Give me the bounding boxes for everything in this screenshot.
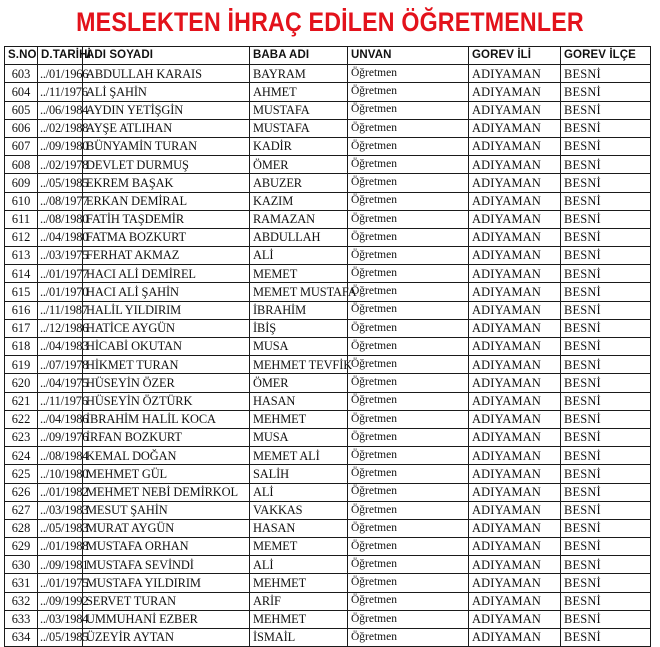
cell-unvan: Öğretmen: [348, 210, 469, 228]
cell-father: MEMET ALİ: [250, 447, 348, 465]
cell-father: İBRAHİM: [250, 301, 348, 319]
cell-sno: 609: [5, 174, 38, 192]
cell-il: ADIYAMAN: [469, 428, 561, 446]
cell-il: ADIYAMAN: [469, 283, 561, 301]
cell-sno: 610: [5, 192, 38, 210]
table-body: [5, 65, 651, 647]
cell-sno: 634: [5, 629, 38, 647]
cell-sno: 625: [5, 465, 38, 483]
cell-sno: 632: [5, 592, 38, 610]
cell-ilce: BESNİ: [561, 301, 651, 319]
cell-name: HİKMET TURAN: [83, 356, 250, 374]
cell-date: ../05/1985: [38, 174, 83, 192]
cell-father: BAYRAM: [250, 65, 348, 83]
cell-sno: 604: [5, 83, 38, 101]
cell-name: HÜSEYİN ÖZTÜRK: [83, 392, 250, 410]
table-row: [5, 392, 651, 410]
cell-il: ADIYAMAN: [469, 301, 561, 319]
cell-unvan: Öğretmen: [348, 247, 469, 265]
table-row: [5, 137, 651, 155]
table-row: [5, 83, 651, 101]
col-header-sno: S.NO: [5, 47, 38, 65]
cell-name: HATİCE AYGÜN: [83, 319, 250, 337]
cell-ilce: BESNİ: [561, 156, 651, 174]
cell-il: ADIYAMAN: [469, 137, 561, 155]
cell-name: MESUT ŞAHİN: [83, 501, 250, 519]
cell-il: ADIYAMAN: [469, 610, 561, 628]
cell-name: SERVET TURAN: [83, 592, 250, 610]
cell-name: MEHMET GÜL: [83, 465, 250, 483]
cell-ilce: BESNİ: [561, 501, 651, 519]
cell-ilce: BESNİ: [561, 574, 651, 592]
table-row: [5, 301, 651, 319]
cell-unvan: Öğretmen: [348, 447, 469, 465]
cell-date: ../05/1983: [38, 519, 83, 537]
cell-ilce: BESNİ: [561, 519, 651, 537]
cell-name: HACI ALİ DEMİREL: [83, 265, 250, 283]
cell-il: ADIYAMAN: [469, 519, 561, 537]
cell-ilce: BESNİ: [561, 192, 651, 210]
cell-unvan: Öğretmen: [348, 465, 469, 483]
cell-name: AYŞE ATLIHAN: [83, 119, 250, 137]
table-row: [5, 447, 651, 465]
cell-father: ABDULLAH: [250, 228, 348, 246]
cell-unvan: Öğretmen: [348, 228, 469, 246]
cell-date: ../04/1975: [38, 374, 83, 392]
cell-father: MEHMET: [250, 610, 348, 628]
table-row: [5, 228, 651, 246]
cell-unvan: Öğretmen: [348, 356, 469, 374]
cell-date: ../04/1980: [38, 228, 83, 246]
cell-ilce: BESNİ: [561, 247, 651, 265]
cell-father: MEMET: [250, 538, 348, 556]
table-row: [5, 101, 651, 119]
cell-il: ADIYAMAN: [469, 338, 561, 356]
cell-sno: 633: [5, 610, 38, 628]
cell-unvan: Öğretmen: [348, 556, 469, 574]
cell-date: ../02/1978: [38, 156, 83, 174]
cell-ilce: BESNİ: [561, 629, 651, 647]
cell-il: ADIYAMAN: [469, 210, 561, 228]
cell-sno: 620: [5, 374, 38, 392]
cell-sno: 618: [5, 338, 38, 356]
table-row: [5, 501, 651, 519]
cell-unvan: Öğretmen: [348, 137, 469, 155]
cell-il: ADIYAMAN: [469, 629, 561, 647]
cell-father: ÖMER: [250, 374, 348, 392]
cell-unvan: Öğretmen: [348, 283, 469, 301]
cell-date: ../11/1976: [38, 83, 83, 101]
cell-unvan: Öğretmen: [348, 574, 469, 592]
cell-ilce: BESNİ: [561, 592, 651, 610]
cell-date: ../08/1980: [38, 210, 83, 228]
cell-il: ADIYAMAN: [469, 247, 561, 265]
cell-father: ABUZER: [250, 174, 348, 192]
cell-il: ADIYAMAN: [469, 174, 561, 192]
table-row: [5, 428, 651, 446]
cell-date: ../08/1984: [38, 447, 83, 465]
table-row: [5, 174, 651, 192]
cell-father: İSMAİL: [250, 629, 348, 647]
cell-name: HACI ALİ ŞAHİN: [83, 283, 250, 301]
cell-sno: 614: [5, 265, 38, 283]
cell-date: ../08/1977: [38, 192, 83, 210]
cell-sno: 626: [5, 483, 38, 501]
table-row: [5, 610, 651, 628]
cell-name: AYDIN YETİŞGİN: [83, 101, 250, 119]
cell-date: ../11/1976: [38, 392, 83, 410]
cell-sno: 607: [5, 137, 38, 155]
cell-date: ../02/1988: [38, 119, 83, 137]
table-row: [5, 210, 651, 228]
cell-il: ADIYAMAN: [469, 265, 561, 283]
cell-unvan: Öğretmen: [348, 629, 469, 647]
col-header-father: BABA ADI: [250, 47, 348, 65]
cell-il: ADIYAMAN: [469, 538, 561, 556]
cell-il: ADIYAMAN: [469, 156, 561, 174]
cell-name: ABDULLAH KARAIS: [83, 65, 250, 83]
cell-unvan: Öğretmen: [348, 65, 469, 83]
table-row: [5, 556, 651, 574]
table-row: [5, 319, 651, 337]
cell-father: MEHMET: [250, 574, 348, 592]
table-row: [5, 283, 651, 301]
cell-name: HİCABİ OKUTAN: [83, 338, 250, 356]
cell-name: MEHMET NEBİ DEMİRKOL: [83, 483, 250, 501]
cell-date: ../03/1983: [38, 501, 83, 519]
cell-date: ../01/1982: [38, 483, 83, 501]
col-header-unvan: UNVAN: [348, 47, 469, 65]
cell-date: ../03/1984: [38, 610, 83, 628]
cell-il: ADIYAMAN: [469, 592, 561, 610]
cell-father: ARİF: [250, 592, 348, 610]
cell-name: MUSTAFA SEVİNDİ: [83, 556, 250, 574]
cell-ilce: BESNİ: [561, 210, 651, 228]
cell-date: ../10/1980: [38, 465, 83, 483]
cell-il: ADIYAMAN: [469, 410, 561, 428]
table-row: [5, 156, 651, 174]
cell-date: ../11/1987: [38, 301, 83, 319]
cell-name: HÜSEYİN ÖZER: [83, 374, 250, 392]
cell-father: MUSTAFA: [250, 119, 348, 137]
cell-ilce: BESNİ: [561, 483, 651, 501]
cell-name: ERKAN DEMİRAL: [83, 192, 250, 210]
cell-date: ../09/1992: [38, 592, 83, 610]
document-sheet: [0, 46, 660, 645]
cell-father: RAMAZAN: [250, 210, 348, 228]
cell-ilce: BESNİ: [561, 447, 651, 465]
cell-sno: 611: [5, 210, 38, 228]
cell-il: ADIYAMAN: [469, 228, 561, 246]
cell-unvan: Öğretmen: [348, 538, 469, 556]
cell-il: ADIYAMAN: [469, 374, 561, 392]
cell-father: ALİ: [250, 247, 348, 265]
cell-date: ../01/1975: [38, 574, 83, 592]
cell-sno: 631: [5, 574, 38, 592]
cell-unvan: Öğretmen: [348, 174, 469, 192]
cell-unvan: Öğretmen: [348, 519, 469, 537]
cell-ilce: BESNİ: [561, 428, 651, 446]
page-title: MESLEKTEN İHRAÇ EDİLEN ÖĞRETMENLER: [76, 6, 584, 37]
cell-unvan: Öğretmen: [348, 501, 469, 519]
cell-ilce: BESNİ: [561, 392, 651, 410]
col-header-ilce: GOREV İLÇE: [561, 47, 651, 65]
cell-father: VAKKAS: [250, 501, 348, 519]
table-row: [5, 119, 651, 137]
cell-il: ADIYAMAN: [469, 483, 561, 501]
cell-ilce: BESNİ: [561, 265, 651, 283]
cell-name: FATİH TAŞDEMİR: [83, 210, 250, 228]
cell-sno: 624: [5, 447, 38, 465]
cell-il: ADIYAMAN: [469, 574, 561, 592]
table-row: [5, 574, 651, 592]
cell-name: EKREM BAŞAK: [83, 174, 250, 192]
cell-name: UMMUHANİ EZBER: [83, 610, 250, 628]
cell-name: FATMA BOZKURT: [83, 228, 250, 246]
cell-ilce: BESNİ: [561, 410, 651, 428]
cell-father: HASAN: [250, 519, 348, 537]
cell-sno: 617: [5, 319, 38, 337]
cell-il: ADIYAMAN: [469, 356, 561, 374]
cell-date: ../09/1981: [38, 556, 83, 574]
cell-date: ../06/1984: [38, 101, 83, 119]
cell-ilce: BESNİ: [561, 556, 651, 574]
cell-father: KAZIM: [250, 192, 348, 210]
cell-sno: 627: [5, 501, 38, 519]
cell-sno: 612: [5, 228, 38, 246]
cell-father: MEHMET TEVFİK: [250, 356, 348, 374]
cell-unvan: Öğretmen: [348, 319, 469, 337]
cell-unvan: Öğretmen: [348, 338, 469, 356]
cell-il: ADIYAMAN: [469, 447, 561, 465]
cell-name: BÜNYAMİN TURAN: [83, 137, 250, 155]
cell-il: ADIYAMAN: [469, 83, 561, 101]
table-row: [5, 465, 651, 483]
cell-ilce: BESNİ: [561, 610, 651, 628]
cell-il: ADIYAMAN: [469, 192, 561, 210]
table-row: [5, 592, 651, 610]
cell-sno: 629: [5, 538, 38, 556]
cell-ilce: BESNİ: [561, 83, 651, 101]
cell-father: ÖMER: [250, 156, 348, 174]
cell-name: ALİ ŞAHİN: [83, 83, 250, 101]
cell-ilce: BESNİ: [561, 228, 651, 246]
cell-name: FERHAT AKMAZ: [83, 247, 250, 265]
cell-il: ADIYAMAN: [469, 119, 561, 137]
cell-ilce: BESNİ: [561, 374, 651, 392]
cell-unvan: Öğretmen: [348, 392, 469, 410]
cell-unvan: Öğretmen: [348, 428, 469, 446]
cell-ilce: BESNİ: [561, 356, 651, 374]
cell-father: KADİR: [250, 137, 348, 155]
col-header-date: D.TARİHİ: [38, 47, 83, 65]
cell-date: ../01/1988: [38, 538, 83, 556]
table-row: [5, 247, 651, 265]
cell-ilce: BESNİ: [561, 465, 651, 483]
cell-unvan: Öğretmen: [348, 119, 469, 137]
cell-date: ../04/1983: [38, 338, 83, 356]
cell-unvan: Öğretmen: [348, 83, 469, 101]
cell-sno: 619: [5, 356, 38, 374]
cell-date: ../01/1977: [38, 265, 83, 283]
cell-ilce: BESNİ: [561, 137, 651, 155]
table-row: [5, 410, 651, 428]
table-row: [5, 374, 651, 392]
cell-sno: 613: [5, 247, 38, 265]
cell-father: MUSA: [250, 428, 348, 446]
cell-name: MUSTAFA ORHAN: [83, 538, 250, 556]
col-header-il: GOREV İLİ: [469, 47, 561, 65]
cell-name: MURAT AYGÜN: [83, 519, 250, 537]
cell-unvan: Öğretmen: [348, 101, 469, 119]
cell-il: ADIYAMAN: [469, 65, 561, 83]
cell-father: HASAN: [250, 392, 348, 410]
table-row: [5, 356, 651, 374]
cell-unvan: Öğretmen: [348, 592, 469, 610]
cell-father: AHMET: [250, 83, 348, 101]
cell-ilce: BESNİ: [561, 101, 651, 119]
cell-father: ALİ: [250, 556, 348, 574]
cell-sno: 623: [5, 428, 38, 446]
table-row: [5, 629, 651, 647]
cell-il: ADIYAMAN: [469, 392, 561, 410]
cell-il: ADIYAMAN: [469, 465, 561, 483]
cell-sno: 608: [5, 156, 38, 174]
cell-date: ../01/1970: [38, 283, 83, 301]
cell-sno: 603: [5, 65, 38, 83]
col-header-name: ADI SOYADI: [83, 47, 250, 65]
cell-ilce: BESNİ: [561, 174, 651, 192]
cell-sno: 621: [5, 392, 38, 410]
cell-date: ../01/1966: [38, 65, 83, 83]
cell-unvan: Öğretmen: [348, 265, 469, 283]
cell-sno: 615: [5, 283, 38, 301]
cell-ilce: BESNİ: [561, 283, 651, 301]
cell-unvan: Öğretmen: [348, 156, 469, 174]
cell-ilce: BESNİ: [561, 538, 651, 556]
cell-ilce: BESNİ: [561, 338, 651, 356]
cell-ilce: BESNİ: [561, 319, 651, 337]
cell-sno: 630: [5, 556, 38, 574]
cell-unvan: Öğretmen: [348, 374, 469, 392]
cell-name: DEVLET DURMUŞ: [83, 156, 250, 174]
cell-date: ../09/1980: [38, 137, 83, 155]
table-row: [5, 65, 651, 83]
cell-name: MUSTAFA YILDIRIM: [83, 574, 250, 592]
cell-name: İRFAN BOZKURT: [83, 428, 250, 446]
cell-date: ../09/1976: [38, 428, 83, 446]
cell-father: MUSTAFA: [250, 101, 348, 119]
cell-il: ADIYAMAN: [469, 319, 561, 337]
cell-father: MUSA: [250, 338, 348, 356]
cell-sno: 622: [5, 410, 38, 428]
cell-date: ../04/1986: [38, 410, 83, 428]
cell-date: ../05/1985: [38, 629, 83, 647]
cell-unvan: Öğretmen: [348, 301, 469, 319]
cell-father: ALİ: [250, 483, 348, 501]
cell-il: ADIYAMAN: [469, 501, 561, 519]
table-header-row: [5, 47, 651, 65]
cell-date: ../03/1975: [38, 247, 83, 265]
cell-name: KEMAL DOĞAN: [83, 447, 250, 465]
cell-sno: 606: [5, 119, 38, 137]
cell-name: İBRAHİM HALİL KOCA: [83, 410, 250, 428]
cell-date: ../12/1986: [38, 319, 83, 337]
cell-date: ../07/1978: [38, 356, 83, 374]
cell-sno: 616: [5, 301, 38, 319]
table-row: [5, 519, 651, 537]
cell-unvan: Öğretmen: [348, 610, 469, 628]
table-row: [5, 265, 651, 283]
cell-sno: 628: [5, 519, 38, 537]
cell-father: MEMET: [250, 265, 348, 283]
cell-il: ADIYAMAN: [469, 101, 561, 119]
cell-ilce: BESNİ: [561, 65, 651, 83]
cell-father: MEHMET: [250, 410, 348, 428]
cell-father: İBİŞ: [250, 319, 348, 337]
cell-il: ADIYAMAN: [469, 556, 561, 574]
cell-father: SALİH: [250, 465, 348, 483]
cell-name: HALİL YILDIRIM: [83, 301, 250, 319]
cell-unvan: Öğretmen: [348, 483, 469, 501]
table-row: [5, 538, 651, 556]
table-row: [5, 192, 651, 210]
cell-father: MEMET MUSTAFA: [250, 283, 348, 301]
cell-name: ÜZEYİR AYTAN: [83, 629, 250, 647]
teachers-table: [4, 46, 651, 647]
cell-sno: 605: [5, 101, 38, 119]
cell-unvan: Öğretmen: [348, 192, 469, 210]
table-row: [5, 483, 651, 501]
cell-ilce: BESNİ: [561, 119, 651, 137]
table-row: [5, 338, 651, 356]
cell-unvan: Öğretmen: [348, 410, 469, 428]
